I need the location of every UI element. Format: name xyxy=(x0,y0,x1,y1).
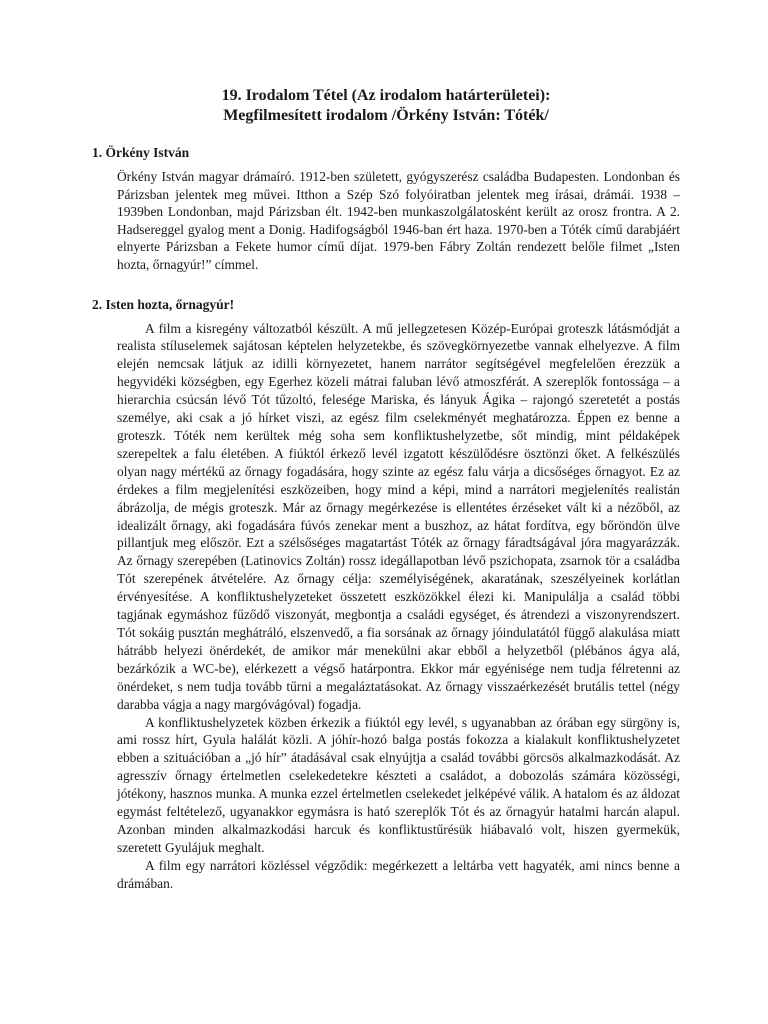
document-title xyxy=(92,86,680,126)
section-body xyxy=(92,320,680,893)
section-orkeny-istvan xyxy=(92,144,680,274)
section-isten-hozta xyxy=(92,296,680,893)
paragraph: Örkény István magyar drámaíró. 1912-ben született, gyógyszerész családba Budapesten. Londonban és Párizsban jelentek meg művei. Itthon a Szép Szó folyóiratban jelentek meg írásai, drámái. 1938 – 1939ben Londonban, majd Párizsban élt. 1942-ben munkaszolgálatosként került az orosz frontra. A 2. Hadsereggel gyalog ment a Donig. Hadifogságból 1946-ban ért haza. 1970-ben a Tóték című darabjáért elnyerte Párizsban a Fekete humor című díjat. 1979-ben Fábry Zoltán rendezett belőle filmet „Isten hozta, őrnagyúr!” címmel. xyxy=(117,169,680,272)
title-line-2: Megfilmesített irodalom /Örkény István: Tóték/ xyxy=(223,107,549,124)
paragraph: A film egy narrátori közléssel végződik: megérkezett a leltárba vett hagyaték, ami nincs benne a drámában. xyxy=(117,857,680,891)
section-heading: 1. Örkény István xyxy=(92,145,190,160)
section-body xyxy=(92,168,680,274)
title-line-1: 19. Irodalom Tétel (Az irodalom határterületei): xyxy=(221,87,551,104)
paragraph: A konfliktushelyzetek közben érkezik a fiúktól egy levél, s ugyanabban az órában egy sürgöny is, ami rossz hírt, Gyula halálát közli. A jóhír-hozó balga postás fokozza a kialakult konfliktushelyzetet ebben a szituációban a „jó hír” átadásával csak elnyújtja a család további görcsös alkalmazkodását. Az agresszív őrnagy értelmetlen cselekedetekre készteti a családot, a dobozolás számára közösségi, jótékony, hasznos munka. A munka ezzel értelmetlen cselekedet jelképévé válik. A hatalom és az áldozat egymást feltételező, ugyanakkor egymásra is ható szereplők Tót és az őrnagyúr hatalmi harcán alapul. Azonban minden alkalmazkodási harcuk és konfliktustűrésük hiábavaló volt, hiszen gyermekük, szeretett Gyulájuk meghalt. xyxy=(117,714,680,855)
paragraph: A film a kisregény változatból készült. A mű jellegzetesen Közép-Európai groteszk látásmódját a realista stíluselemek sajátosan képtelen helyzetekbe, és szövegkörnyezetbe vannak elhelyezve. A film elején nemcsak látjuk az idilli környezetet, hanem narrátor segítségével megfelelően érezzük a hegyvidéki községben, egy Egerhez közeli mátrai faluban lévő atmoszférát. A szereplők fontossága – a hierarchia csúcsán lévő Tót tűzoltó, felesége Mariska, és lányuk Ágika – rajongó szeretetét a postás személye, aki csak a jó hírket viszi, az egész film cselekményét meghatározza. Éppen ez benne a groteszk. Tóték nem kerültek még soha sem konfliktushelyzetbe, sőt mindig, mint példaképek szerepeltek a falu életében. A fiúktól érkező levél izgatott készülődésre ösztönzi őket. A felkészülés olyan nagy mértékű az őrnagy fogadására, hogy szinte az egész falu várja a dicsőséges őrnagyot. Ez az érdekes a film megjelenítési eszközeiben, hogy mind a képi, mind a narrátori megjelenítés realistán ábrázolja, de mégis groteszk. Már az őrnagy megérkezése is ellentétes érzéseket vált ki a nézőből, az idealizált őrnagy, aki fogadására fúvós zenekar ment a buszhoz, az hátat fordítva, egy bőröndön ülve pillantjuk meg először. Ezt a szélsőséges magatartást Tóték az őrnagy fáradtságával jóra magyarázzák. Az őrnagy szerepében (Latinovics Zoltán) rossz idegállapotban lévő pszichopata, zsarnok tör a családba Tót szerepének átvételére. Az őrnagy célja: személyiségének, akaratának, szeszélyeinek korlátlan érvényesítése. A konfliktushelyzeteket összetett eszközökkel élezi ki. Manipulálja a család többi tagjának egymáshoz fűződő viszonyát, megbontja a családi egységet, és átrendezi a viszonyrendszert. Tót sokáig pusztán meghátráló, elszenvedő, a fia sorsának az őrnagy jóindulatától függő alakulása miatt hátrább helyezi önérdekét, de amikor már menekülni akar ebből a helyzetből (plébános ágya alá, bezárkózik a WC-be), elérkezett a végső határpontra. Ekkor már egyénisége nem tudja félretenni az önérdeket, s nem tudja tovább tűrni a megaláztatásokat. Az őrnagy visszaérkezését brutális tettel (négy darabba vágja a nagy margóvágóval) fogadja. xyxy=(117,320,680,712)
section-heading: 2. Isten hozta, őrnagyúr! xyxy=(92,296,235,312)
